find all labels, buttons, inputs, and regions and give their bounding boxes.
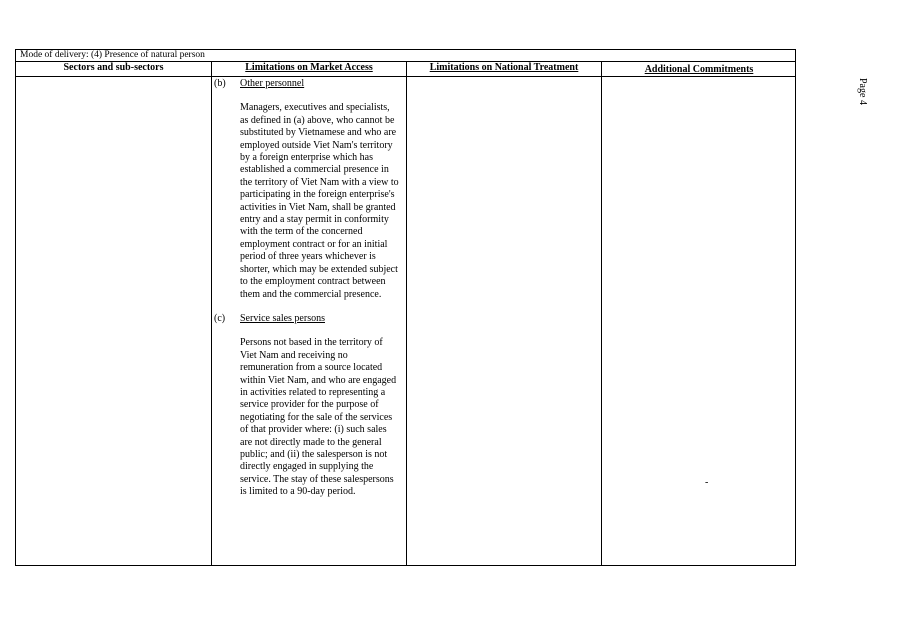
column-divider	[211, 62, 212, 565]
additional-commitments-dash: -	[705, 477, 709, 488]
item-body: Persons not based in the territory of Viet Nam and receiving no remuneration from a source located within Viet Nam, and who are engaged in activities related to representing a service provider for the purpose of negotiating for the sale of the services of that provider where: (i) such sales are not directly made to the general public; and (ii) the salesperson is not directly engaged in supplying the service. The stay of these salespersons is limited to a 90-day period.	[240, 337, 397, 498]
header-additional-commitments: Additional Commitments	[644, 64, 754, 75]
page-number: Page 4	[857, 78, 868, 105]
header-national-treatment: Limitations on National Treatment	[429, 62, 579, 73]
list-item	[214, 313, 404, 499]
column-divider	[406, 62, 407, 565]
item-title: Other personnel	[240, 78, 305, 89]
mode-of-delivery: Mode of delivery: (4) Presence of natural person	[16, 50, 795, 62]
list-item	[214, 78, 404, 301]
commitments-table	[15, 49, 796, 566]
item-letter: (b)	[214, 78, 226, 89]
header-market-access: Limitations on Market Access	[245, 62, 373, 73]
market-access-cell	[214, 78, 404, 499]
column-divider	[601, 62, 602, 565]
item-body: Managers, executives and specialists, as defined in (a) above, who cannot be substituted by Vietnamese and who are employed outside Viet Nam's territory by a foreign enterprise which has established a commercial presence in the territory of Viet Nam with a view to participating in the foreign enterprise's activities in Viet Nam, shall be granted entry and a stay permit in conformity with the term of the concerned employment contract or for an initial period of three years whichever is shorter, which may be extended subject to the employment contract between them and the commercial presence.	[240, 102, 399, 300]
header-sectors: Sectors and sub-sectors	[63, 62, 164, 73]
item-title: Service sales persons	[240, 312, 325, 324]
item-letter: (c)	[214, 312, 226, 324]
